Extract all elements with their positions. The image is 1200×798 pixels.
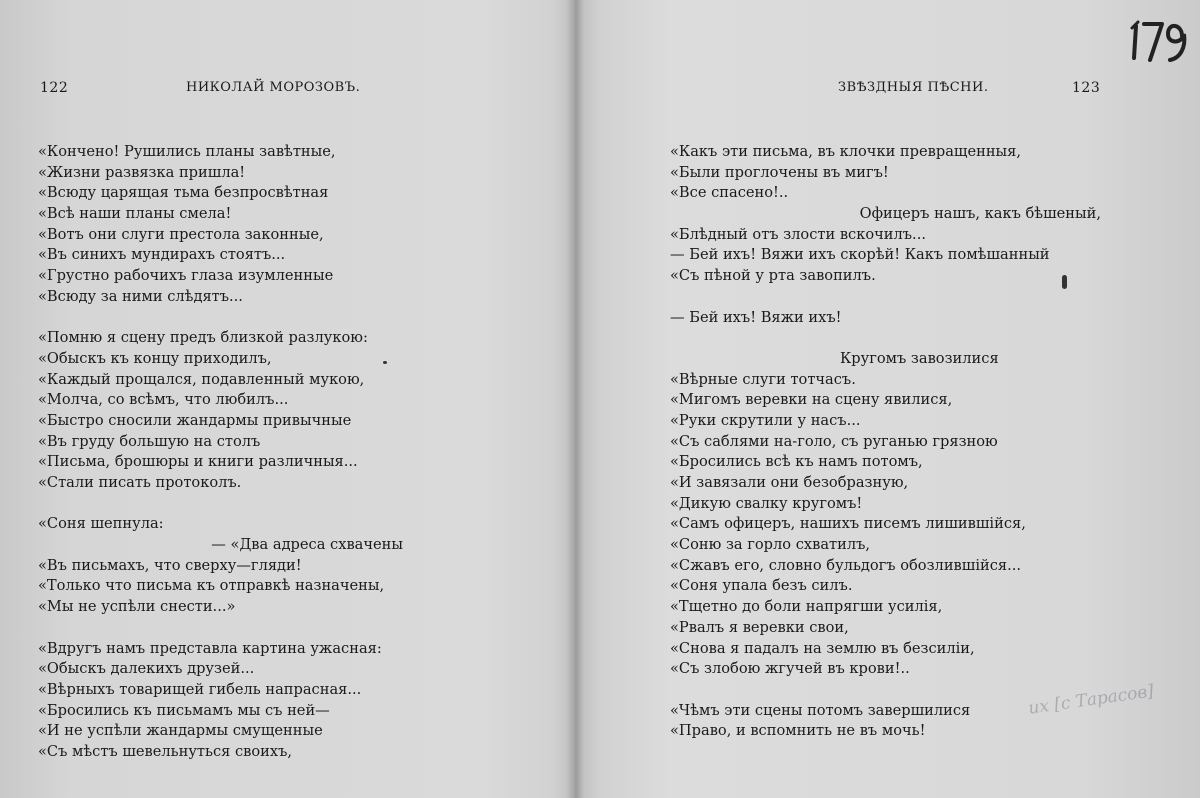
verse-line: «Всюду царящая тьма безпросвѣтная [38, 184, 329, 202]
verse-line: «И завязали они безобразную, [670, 474, 909, 491]
verse-line: «Помню я сцену предъ близкой разлукою: [38, 329, 368, 347]
verse-line: «Въ груду большую на столъ [38, 432, 261, 450]
verse-line: «Въ письмахъ, что сверху—гляди! [38, 556, 302, 574]
verse-line: «Мы не успѣли снести...» [38, 598, 236, 616]
verse-line: «Обыскъ далекихъ друзей... [38, 660, 255, 678]
stanza-break [670, 287, 1101, 308]
left-page-number: 122 [40, 80, 69, 96]
stanza-break [38, 308, 403, 329]
stanza-break [38, 494, 403, 515]
verse-line: «Все спасено!.. [670, 184, 789, 202]
verse-line: — Бей ихъ! Вяжи ихъ скорѣй! Какъ помѣшанный [670, 246, 1050, 264]
verse-line: «Снова я падалъ на землю въ безсиліи, [670, 639, 975, 657]
verse-line: «Были проглочены въ мигъ! [670, 163, 889, 181]
handwritten-folio-mark [1128, 14, 1192, 70]
left-page-text [38, 142, 403, 763]
verse-line: «Съ мѣстъ шевельнуться своихъ, [38, 742, 293, 760]
verse-line: — Бей ихъ! Вяжи ихъ! [670, 308, 842, 326]
verse-line: «Самъ офицеръ, нашихъ писемъ лишившійся, [670, 515, 1026, 533]
verse-line: «Соню за горло схватилъ, [670, 536, 871, 554]
verse-line: «Всѣ наши планы смела! [38, 205, 232, 223]
verse-line: «Въ синихъ мундирахъ стоятъ... [38, 246, 286, 264]
pencil-note: их [с Тарасов] [1027, 681, 1156, 719]
verse-line: «Съ злобою жгучей въ крови!.. [670, 660, 910, 678]
verse-line: «Бросились всѣ къ намъ потомъ, [670, 453, 923, 471]
right-running-head: ЗВѢЗДНЫЯ ПѢСНИ. [838, 80, 989, 95]
verse-line: «Быстро сносили жандармы привычные [38, 411, 352, 429]
verse-line: — «Два адреса схвачены [211, 536, 403, 554]
verse-line: «Какъ эти письма, въ клочки превращенныя, [670, 143, 1022, 160]
verse-line: «Соня упала безъ силъ. [670, 577, 853, 595]
verse-line: «Кончено! Рушились планы завѣтные, [38, 143, 336, 160]
right-page-number: 123 [1072, 80, 1101, 96]
verse-line: «Мигомъ веревки на сцену явилися, [670, 391, 953, 409]
verse-line: «Вѣрныхъ товарищей гибель напрасная... [38, 680, 362, 698]
verse-line: «И не успѣли жандармы смущенные [38, 722, 323, 740]
right-page-text [670, 142, 1101, 742]
verse-line: «Стали писать протоколъ. [38, 474, 242, 491]
verse-line: «Вдругъ намъ представла картина ужасная: [38, 639, 382, 657]
stanza-break [38, 618, 403, 639]
verse-line: «Всюду за ними слѣдятъ... [38, 287, 243, 305]
verse-line: Кругомъ завозилися [840, 349, 999, 367]
verse-line: «Съ пѣной у рта завопилъ. [670, 267, 876, 285]
verse-line: «Руки скрутили у насъ... [670, 411, 861, 429]
verse-line: «Рвалъ я веревки свои, [670, 618, 849, 636]
verse-line: «Письма, брошюры и книги различныя... [38, 453, 358, 471]
stanza-break [670, 328, 1101, 349]
verse-line: «Вотъ они слуги престола законные, [38, 225, 324, 243]
verse-line: «Блѣдный отъ злости вскочилъ... [670, 225, 926, 243]
verse-line: «Дикую свалку кругомъ! [670, 494, 863, 512]
verse-line: «Каждый прощался, подавленный мукою, [38, 370, 365, 388]
verse-line: «Обыскъ къ концу приходилъ, [38, 349, 272, 367]
verse-line: «Только что письма къ отправкѣ назначены, [38, 577, 385, 595]
verse-line: «Молча, со всѣмъ, что любилъ... [38, 391, 289, 409]
verse-line: «Съ саблями на-голо, съ руганью грязною [670, 432, 998, 450]
stanza-break [670, 680, 1101, 701]
verse-line: «Сжавъ его, словно бульдогъ обозлившійся... [670, 556, 1022, 574]
verse-line: «Жизни развязка пришла! [38, 163, 246, 181]
verse-line: «Соня шепнула: [38, 515, 164, 533]
book-gutter [566, 0, 584, 798]
left-running-head: НИКОЛАЙ МОРОЗОВЪ. [186, 80, 361, 95]
verse-line: «Тщетно до боли напрягши усилія, [670, 598, 943, 616]
verse-line: «Чѣмъ эти сцены потомъ завершилися [670, 701, 971, 719]
verse-line: Офицеръ нашъ, какъ бѣшеный, [859, 205, 1101, 223]
verse-line: «Бросились къ письмамъ мы съ ней— [38, 701, 330, 719]
verse-line: «Право, и вспомнить не въ мочь! [670, 722, 926, 740]
verse-line: «Грустно рабочихъ глаза изумленные [38, 267, 334, 285]
verse-line: «Вѣрные слуги тотчасъ. [670, 370, 856, 388]
